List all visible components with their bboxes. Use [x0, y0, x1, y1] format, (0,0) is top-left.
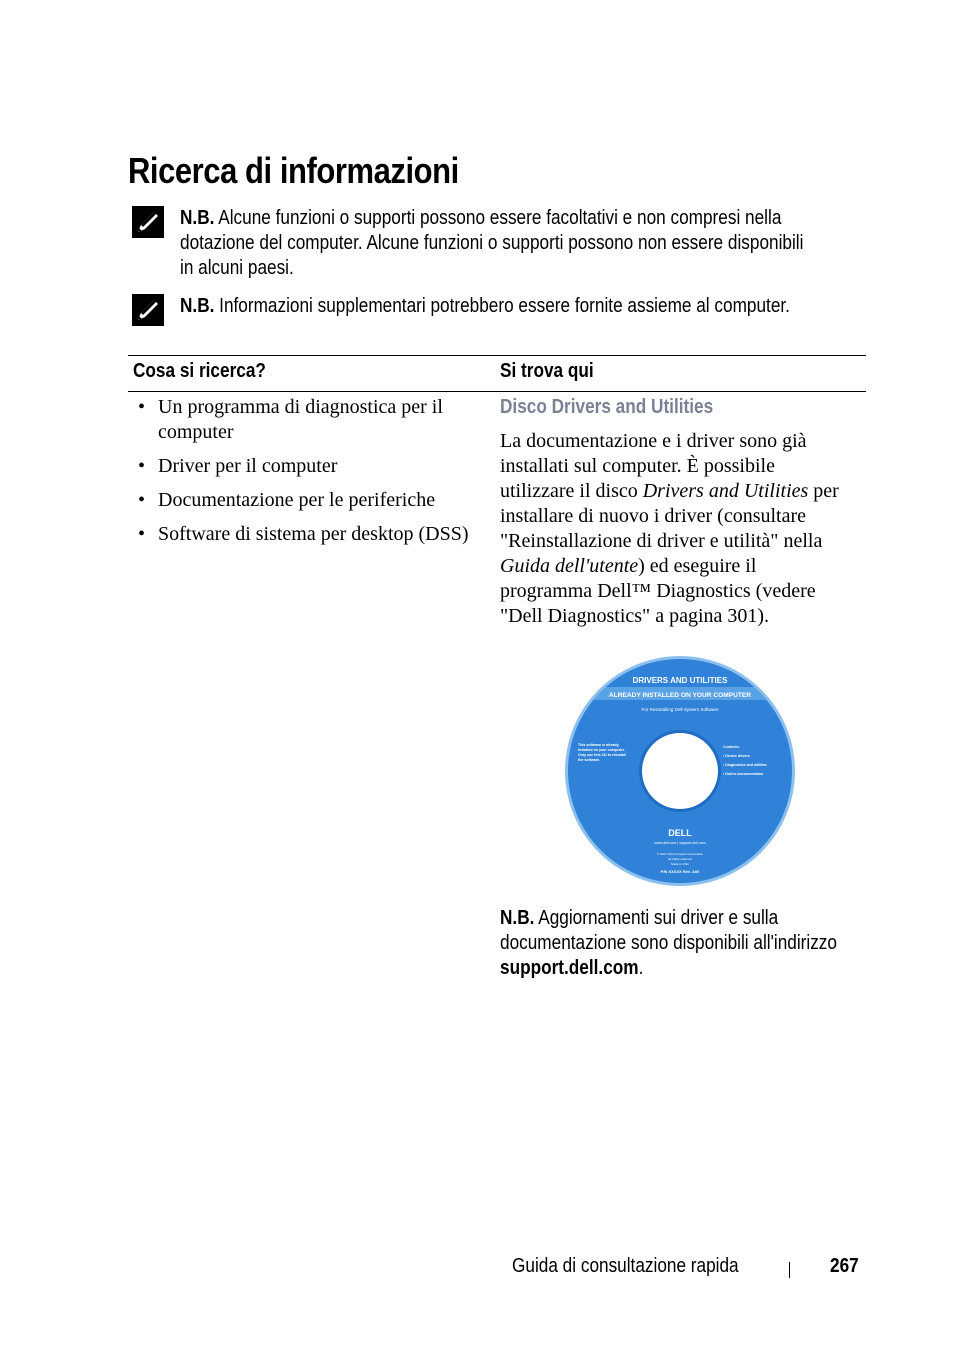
disc-url: www.dell.com | support.dell.com [654, 841, 706, 845]
disc-bottom-line: © 2007 Dell Computer Corporation [656, 852, 704, 856]
page-title: Ricerca di informazioni [128, 150, 459, 191]
note-label: N.B. [180, 207, 215, 229]
disc-right-line: Contents: [723, 745, 740, 749]
disc-right-line: • Diagnostics and utilities [723, 763, 767, 767]
drivers-utilities-disc-image [565, 656, 795, 886]
list-item: • Driver per il computer [138, 455, 338, 477]
footer-title: Guida di consultazione rapida [512, 1255, 739, 1277]
disc-left-line: installed on your computer. [578, 748, 625, 752]
support-link[interactable]: support.dell.com [500, 957, 639, 979]
disc-right-line: • Online documentation [723, 772, 764, 776]
update-note: N.B. Aggiornamenti sui driver e sulla documentazione sono disponibili all'indirizzo support.dell.com. [500, 907, 837, 979]
note-2-text: N.B. Informazioni supplementari potrebbero essere fornite assieme al computer. [180, 295, 790, 317]
note-label: N.B. [500, 907, 535, 929]
section-heading: Disco Drivers and Utilities [500, 396, 714, 418]
table-header-rule [128, 391, 866, 392]
page-number: 267 [830, 1255, 859, 1277]
list-item: • Software di sistema per desktop (DSS) [138, 523, 469, 545]
disc-part-number: P/N XXXXX Rev. A00 [660, 869, 700, 874]
table-header-where: Si trova qui [500, 360, 594, 382]
search-items-list [138, 395, 488, 556]
list-item: • Un programma di diagnostica per il computer [138, 396, 443, 443]
pencil-note-icon [132, 294, 164, 326]
disc-band1: DRIVERS AND UTILITIES [632, 676, 728, 685]
disc-title-italic: Drivers and Utilities [642, 480, 809, 502]
footer-separator [789, 1262, 790, 1278]
pencil-note-icon [132, 206, 164, 238]
disc-subtitle: For Reinstalling Dell System Software [641, 707, 719, 712]
disc-left-line: the software. [578, 758, 601, 762]
disc-left-line: Only use this CD to reinstall [578, 753, 626, 757]
disc-band2: ALREADY INSTALLED ON YOUR COMPUTER [608, 692, 752, 699]
note-label: N.B. [180, 295, 215, 317]
table-header-what: Cosa si ricerca? [133, 360, 266, 382]
guide-title-italic: Guida dell'utente [500, 555, 639, 577]
disc-left-line: This software is already [578, 743, 619, 747]
disc-bottom-line: All rights reserved [667, 857, 693, 861]
list-item: • Documentazione per le periferiche [138, 489, 436, 511]
section-body: La documentazione e i driver sono già installati sul computer. È possibile utilizzare il disco Drivers and Utilities per installare di nuovo i driver (consultare "Reinstallazione di driver e utilità" nella Guida dell'utente) ed eseguire il programma Dell™ Diagnostics (vedere "Dell Diagnostics" a pagina 301). [500, 430, 839, 627]
dell-logo: DELL [668, 828, 692, 838]
disc-right-line: • Device drivers [723, 754, 750, 758]
note-1-text: N.B. Alcune funzioni o supporti possono essere facoltativi e non compresi nella dotazione del computer. Alcune funzioni o supporti possono non essere disponibili in alcuni paesi. [180, 207, 804, 279]
disc-bottom-line: Made in USA [671, 862, 689, 866]
table-top-rule [128, 355, 866, 356]
disc-hole [642, 733, 718, 809]
